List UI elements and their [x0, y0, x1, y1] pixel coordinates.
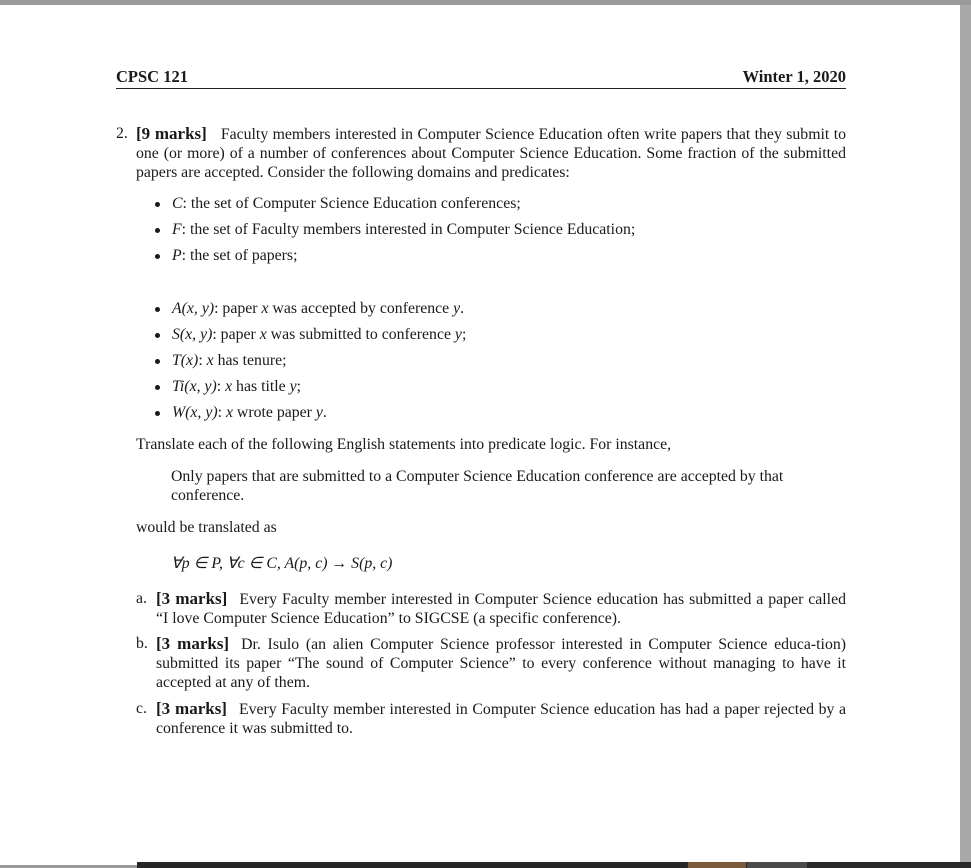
course-code: CPSC 121 — [116, 67, 188, 86]
subpart-label: b. — [136, 635, 148, 652]
list-item: F: the set of Faculty members interested in Computer Science Education; — [155, 220, 635, 246]
subpart-label: a. — [136, 590, 147, 607]
question-marks: [9 marks] — [136, 124, 207, 143]
list-item: W(x, y): x wrote paper y. — [155, 403, 466, 429]
subpart-marks: [3 marks] — [156, 699, 227, 718]
would-be-text: would be translated as — [136, 519, 277, 536]
subpart-marks: [3 marks] — [156, 589, 228, 608]
bottom-scrollbar[interactable] — [137, 862, 971, 868]
translate-instruction: Translate each of the following English statements into predicate logic. For instance, — [136, 436, 672, 453]
subpart-text: Every Faculty member interested in Computer Science education has had a paper rejected by a conference it was submitted to. — [156, 701, 846, 737]
list-item: T(x): x has tenure; — [155, 351, 466, 377]
scrollbar-thumb[interactable] — [688, 862, 746, 868]
subpart-text: Every Faculty member interested in Computer Science education has submitted a paper called “I love Computer Science Education” to SIGCSE (a specific conference). — [156, 591, 846, 627]
term: Winter 1, 2020 — [742, 67, 846, 86]
list-item: P: the set of papers; — [155, 246, 635, 272]
subpart-marks: [3 marks] — [156, 634, 230, 653]
example-statement: Only papers that are submitted to a Computer Science Education conference are accepted by that conference. — [171, 468, 784, 504]
question-intro — [116, 124, 846, 182]
subpart-text: Dr. Isulo (an alien Computer Science professor interested in Computer Science educa-tion) submitted its paper “The sound of Computer Science” to every conference without managing to have it accepted at any of them. — [156, 636, 846, 691]
domain-list — [155, 194, 635, 272]
list-item: A(x, y): paper x was accepted by conference y. — [155, 299, 466, 325]
subpart-c — [136, 699, 846, 738]
question-intro-text: Faculty members interested in Computer Science Education often write papers that they submit to one (or more) of a number of conferences about Computer Science Education. Some fraction of the submitted papers are accepted. Consider the following domains and predicates: — [136, 126, 846, 181]
list-item: Ti(x, y): x has title y; — [155, 377, 466, 403]
question-number: 2. — [116, 125, 128, 142]
predicate-list — [155, 299, 466, 429]
list-item: S(x, y): paper x was submitted to conference y; — [155, 325, 466, 351]
subpart-label: c. — [136, 700, 147, 717]
subpart-b — [136, 634, 846, 692]
page-header — [116, 62, 846, 89]
list-item: C: the set of Computer Science Education conferences; — [155, 194, 635, 220]
scrollbar-track — [137, 862, 687, 868]
page-edge — [960, 5, 971, 868]
scrollbar-track-right — [747, 862, 807, 868]
subpart-a — [136, 589, 846, 628]
example-formula: ∀p ∈ P, ∀c ∈ C, A(p, c) → S(p, c) — [171, 555, 393, 572]
